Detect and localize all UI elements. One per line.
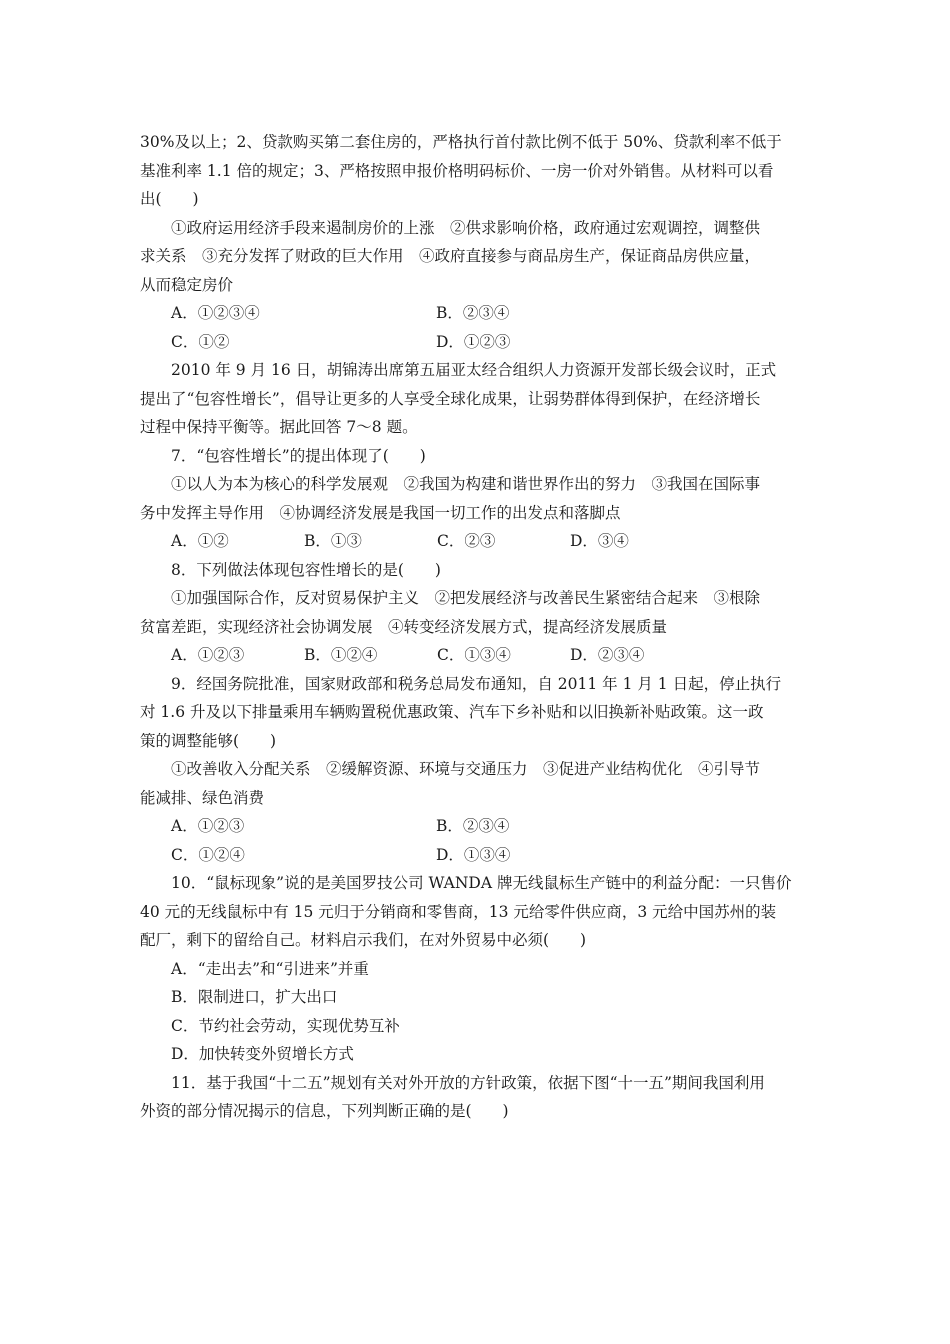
q7-options [140, 527, 812, 556]
intro-line-1: 30%及以上；2、贷款购买第二套住房的，严格执行首付款比例不低于 50%、贷款利率不低于 [140, 133, 782, 151]
q10-option-a-row [140, 955, 812, 984]
q9-option-b[interactable]: B．②③④ [436, 817, 510, 835]
q6-option-c[interactable]: C．①② [171, 332, 230, 351]
q6-option-b[interactable]: B．②③④ [436, 304, 510, 322]
q6-statement-1: ①政府运用经济手段来遏制房价的上涨 ②供求影响价格，政府通过宏观调控，调整供 [171, 218, 761, 237]
intro-line-3: 出( ) [140, 190, 199, 208]
q11-line-2: 外资的部分情况揭示的信息，下列判断正确的是( ) [140, 1102, 509, 1120]
q6-options-row-2 [140, 328, 812, 357]
q7-option-b[interactable]: B．①③ [304, 532, 362, 550]
q7-statement-2: 务中发挥主导作用 ④协调经济发展是我国一切工作的出发点和落脚点 [140, 503, 621, 522]
q9-options-row-1 [140, 812, 812, 841]
q9-option-d[interactable]: D．①③④ [436, 845, 511, 864]
q10-line-3: 配厂，剩下的留给自己。材料启示我们，在对外贸易中必须( ) [140, 931, 587, 949]
q9-statement-2: 能减排、绿色消费 [140, 788, 265, 807]
q8-option-b[interactable]: B．①②④ [304, 646, 378, 664]
q7-stem: 7．“包容性增长”的提出体现了( ) [171, 446, 426, 465]
q8-option-c[interactable]: C．①③④ [437, 646, 511, 664]
q6-option-a[interactable]: A．①②③④ [171, 304, 260, 322]
q7-option-a[interactable]: A．①② [171, 532, 229, 550]
q10-option-b[interactable]: B．限制进口，扩大出口 [171, 988, 338, 1006]
q9-statement-1: ①改善收入分配关系 ②缓解资源、环境与交通压力 ③促进产业结构优化 ④引导节 [171, 760, 761, 778]
q10-option-d[interactable]: D．加快转变外贸增长方式 [171, 1045, 354, 1063]
q10-line-2: 40 元的无线鼠标中有 15 元归于分销商和零售商，13 元给零件供应商，3 元给中国苏州的装 [140, 902, 777, 921]
q9-option-a[interactable]: A．①②③ [171, 817, 245, 835]
q10-option-c-row [140, 1012, 812, 1041]
q10-option-b-row [140, 983, 812, 1012]
q8-option-d[interactable]: D．②③④ [570, 646, 645, 664]
q7-option-c[interactable]: C．②③ [437, 532, 496, 550]
q7-option-d[interactable]: D．③④ [570, 532, 629, 550]
intro-line-2: 基准利率 1.1 倍的规定；3、严格按照申报价格明码标价、一房一价对外销售。从材料可以看 [140, 161, 774, 180]
q9-line-3: 策的调整能够( ) [140, 731, 277, 750]
passage-78-line-1: 2010 年 9 月 16 日，胡锦涛出席第五届亚太经合组织人力资源开发部长级会议时，正式 [171, 361, 777, 379]
q10-option-d-row [140, 1040, 812, 1069]
q10-option-c[interactable]: C．节约社会劳动，实现优势互补 [171, 1016, 400, 1035]
document-page [140, 128, 812, 1126]
q11-line-1: 11．基于我国“十二五”规划有关对外开放的方针政策，依据下图“十一五”期间我国利用 [171, 1073, 765, 1092]
q6-statement-2: 求关系 ③充分发挥了财政的巨大作用 ④政府直接参与商品房生产，保证商品房供应量， [140, 247, 761, 265]
q9-line-1: 9．经国务院批准，国家财政部和税务总局发布通知，自 2011 年 1 月 1 日起，停止执行 [171, 674, 782, 693]
q6-options-row-1 [140, 299, 812, 328]
passage-78-line-3: 过程中保持平衡等。据此回答 7～8 题。 [140, 418, 418, 436]
q7-statement-1: ①以人为本为核心的科学发展观 ②我国为构建和谐世界作出的努力 ③我国在国际事 [171, 475, 761, 493]
q8-statement-2: 贫富差距，实现经济社会协调发展 ④转变经济发展方式，提高经济发展质量 [140, 617, 668, 636]
q9-options-row-2 [140, 841, 812, 870]
q10-line-1: 10．“鼠标现象”说的是美国罗技公司 WANDA 牌无线鼠标生产链中的利益分配：一只售价 [171, 874, 792, 892]
q9-line-2: 对 1.6 升及以下排量乘用车辆购置税优惠政策、汽车下乡补贴和以旧换新补贴政策。这一政 [140, 703, 764, 721]
q8-stem: 8．下列做法体现包容性增长的是( ) [171, 560, 441, 579]
q9-option-c[interactable]: C．①②④ [171, 845, 245, 864]
q6-option-d[interactable]: D．①②③ [436, 332, 511, 351]
q10-option-a[interactable]: A．“走出去”和“引进来”并重 [171, 959, 369, 978]
passage-78-line-2: 提出了“包容性增长”，倡导让更多的人享受全球化成果，让弱势群体得到保护，在经济增长 [140, 389, 761, 408]
q8-statement-1: ①加强国际合作，反对贸易保护主义 ②把发展经济与改善民生紧密结合起来 ③根除 [171, 589, 761, 607]
q8-options [140, 641, 812, 670]
q6-statement-3: 从而稳定房价 [140, 275, 234, 294]
q8-option-a[interactable]: A．①②③ [171, 646, 245, 664]
